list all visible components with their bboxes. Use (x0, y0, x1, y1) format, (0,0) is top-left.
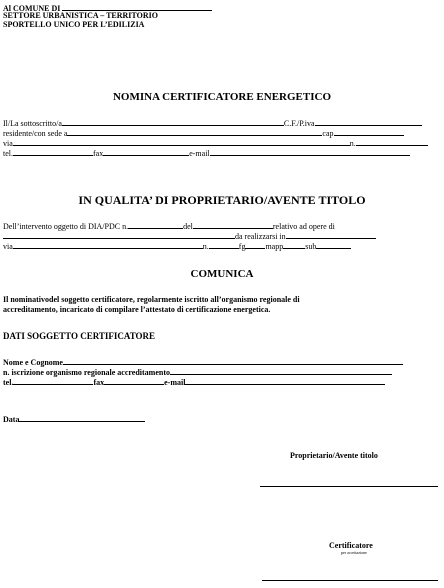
accettazione-label: per accettazione (341, 550, 367, 555)
cap-field[interactable] (334, 127, 404, 136)
comunica-title: COMUNICA (190, 268, 254, 280)
owner-signature-line[interactable] (260, 485, 438, 487)
via-label: via (3, 139, 13, 148)
dati-row-3 (3, 376, 385, 388)
fax-field[interactable] (103, 147, 189, 156)
data-field[interactable] (19, 413, 145, 422)
sottoscritto-field[interactable] (62, 117, 284, 126)
dati-tel-label: tel. (3, 378, 14, 387)
certificatore-signature-line[interactable] (262, 579, 438, 581)
cf-field[interactable] (315, 117, 422, 126)
fg-label: fg (238, 242, 246, 251)
dia-pdc-label: Dell’intervento oggetto di DIA/PDC n. (3, 222, 129, 231)
realizzarsi-field[interactable] (286, 230, 376, 239)
email-field[interactable] (210, 147, 410, 156)
intervento-row-3 (3, 240, 351, 252)
tel-field[interactable] (13, 147, 93, 156)
cap-label: cap (322, 129, 334, 138)
owner-signature-label: Proprietario/Avente titolo (290, 451, 378, 460)
paragraph-line-2: accreditamento, incaricato di compilare l’attestato di certificazione energetica. (3, 305, 271, 314)
applicant-row-4 (3, 147, 410, 159)
dati-email-field[interactable] (185, 376, 385, 385)
mapp-field[interactable] (283, 240, 305, 249)
certificatore-label: Certificatore (329, 541, 373, 550)
intervento-via-field[interactable] (13, 240, 203, 249)
n-label: n. (349, 139, 356, 148)
dati-email-label: e-mail (164, 378, 186, 387)
section-title: IN QUALITA’ DI PROPRIETARIO/AVENTE TITOLO (78, 193, 366, 207)
nome-field[interactable] (63, 356, 403, 365)
dati-title: DATI SOGGETTO CERTIFICATORE (3, 331, 156, 341)
intervento-via-label: via (3, 242, 13, 251)
intervento-n-field[interactable] (209, 240, 239, 249)
document-title: NOMINA CERTIFICATORE ENERGETICO (112, 91, 332, 103)
del-date-field[interactable] (193, 220, 273, 229)
paragraph-line-1: Il nominativodel soggetto certificatore, regolarmente iscritto all’organismo regionale di (3, 295, 300, 304)
residente-field[interactable] (67, 127, 322, 136)
mapp-label: mapp (265, 242, 284, 251)
relativo-label: relativo ad opere di (272, 222, 335, 231)
fg-field[interactable] (245, 240, 265, 249)
sub-label: sub (305, 242, 317, 251)
email-label: e-mail (189, 149, 210, 158)
comune-field-line[interactable] (62, 2, 212, 11)
header-line-3: SPORTELLO UNICO PER L’EDILIZIA (3, 20, 145, 29)
data-row (3, 413, 145, 425)
via-field[interactable] (13, 137, 350, 146)
sottoscritto-label: Il/La sottoscritto/a (3, 119, 62, 128)
header-comune-label: Al COMUNE DI (3, 4, 61, 13)
sub-field[interactable] (316, 240, 351, 249)
del-label: del (183, 222, 193, 231)
data-label: Data (3, 415, 20, 424)
dati-fax-field[interactable] (104, 376, 164, 385)
header-line-2: SETTORE URBANISTICA – TERRITORIO (3, 11, 158, 20)
dati-fax-label: fax (93, 378, 105, 387)
n-field[interactable] (356, 137, 428, 146)
cf-label: C.F./P.iva (283, 119, 315, 128)
residente-label: residente/con sede a (3, 129, 68, 138)
intervento-n-label: n. (202, 242, 209, 251)
nome-label: Nome e Cognome (3, 358, 63, 367)
iscrizione-field[interactable] (170, 366, 392, 375)
dati-tel-field[interactable] (13, 376, 93, 385)
tel-label: tel. (3, 149, 13, 158)
realizzarsi-label: da realizzarsi in (235, 232, 286, 241)
dia-pdc-number-field[interactable] (128, 220, 183, 229)
fax-label: fax (93, 149, 104, 158)
iscrizione-label: n. iscrizione organismo regionale accreditamento (3, 368, 171, 377)
opere-field[interactable] (3, 230, 235, 239)
